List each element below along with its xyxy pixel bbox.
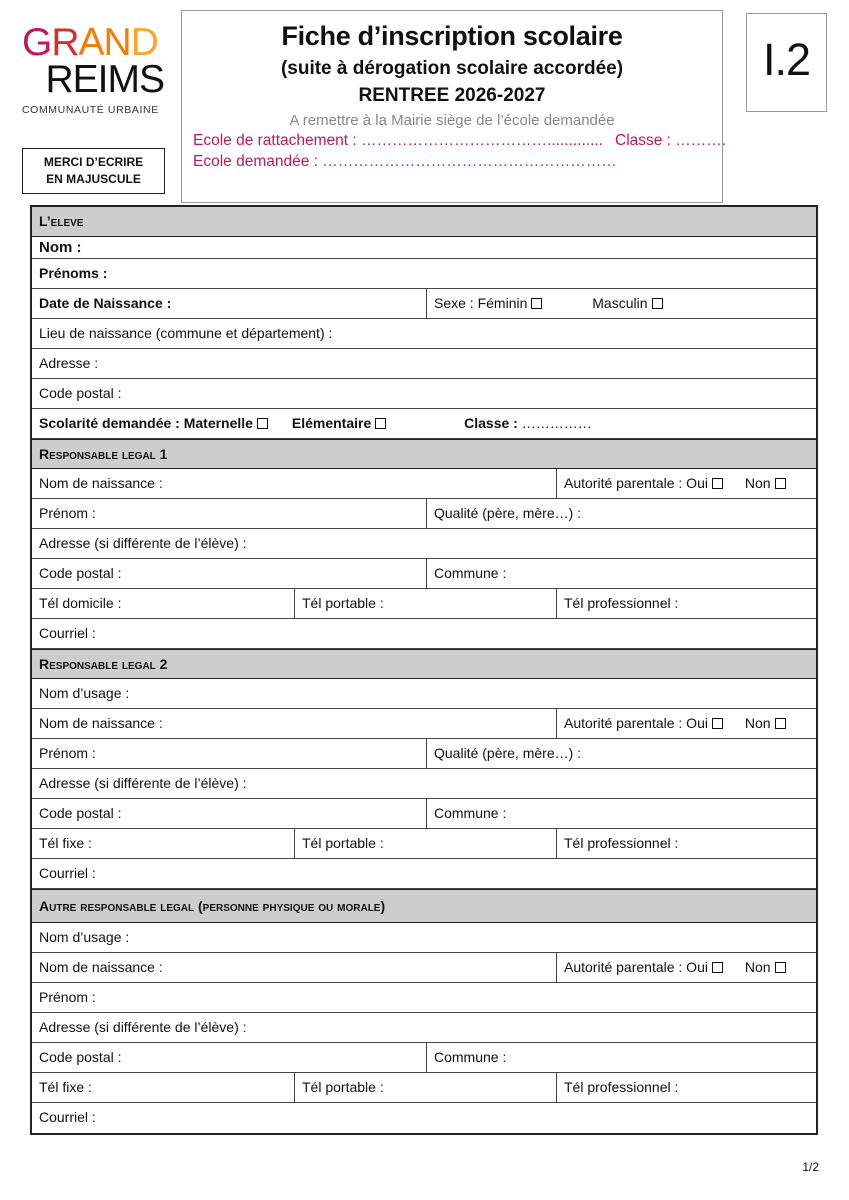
section-eleve bbox=[32, 207, 816, 237]
r1-nom-naissance-field[interactable]: Nom de naissance : bbox=[39, 475, 163, 491]
a-tel-fixe-field[interactable]: Tél fixe : bbox=[39, 1079, 92, 1095]
submission-note: A remettre à la Mairie siège de l’école demandée bbox=[289, 112, 615, 129]
masculin-checkbox[interactable] bbox=[652, 298, 663, 309]
r2-code-postal-field[interactable]: Code postal : bbox=[39, 805, 122, 821]
r2-commune-field[interactable]: Commune : bbox=[426, 799, 816, 828]
ecole-rattachement-line bbox=[193, 132, 727, 150]
r1-commune-field[interactable]: Commune : bbox=[426, 559, 816, 588]
r2-adresse-field[interactable]: Adresse (si différente de l’élève) : bbox=[39, 775, 247, 791]
r2-courriel-field[interactable]: Courriel : bbox=[39, 865, 96, 881]
a-nom-usage-field[interactable]: Nom d’usage : bbox=[39, 929, 130, 945]
r1-oui-checkbox[interactable] bbox=[712, 478, 723, 489]
date-naissance-field[interactable]: Date de Naissance : bbox=[39, 295, 172, 311]
row-nom bbox=[32, 237, 816, 259]
r2-tel-portable-field[interactable]: Tél portable : bbox=[294, 829, 556, 858]
school-year: RENTREE 2026-2027 bbox=[358, 85, 546, 106]
ecole-demandee-field[interactable]: Ecole demandée : ………………………………………………… bbox=[193, 153, 617, 170]
a-tel-portable-field[interactable]: Tél portable : bbox=[294, 1073, 556, 1102]
form-subtitle: (suite à dérogation scolaire accordée) bbox=[280, 58, 624, 79]
row-scolarite bbox=[32, 409, 816, 439]
row-lieu bbox=[32, 319, 816, 349]
a-autorite-cell bbox=[556, 953, 816, 982]
adresse-field[interactable]: Adresse : bbox=[39, 355, 99, 371]
r2-row-adresse bbox=[32, 769, 816, 799]
r2-nom-usage-field[interactable]: Nom d’usage : bbox=[39, 685, 130, 701]
registration-form bbox=[30, 205, 818, 1135]
a-row-cp bbox=[32, 1043, 816, 1073]
grand-reims-logo bbox=[22, 21, 168, 116]
r1-row-courriel bbox=[32, 619, 816, 649]
r2-nom-naissance-field[interactable]: Nom de naissance : bbox=[39, 715, 163, 731]
section-eleve-title: L’eleve bbox=[39, 213, 84, 229]
row-date-sexe bbox=[32, 289, 816, 319]
lieu-naissance-field[interactable]: Lieu de naissance (commune et département) : bbox=[39, 325, 333, 341]
section-responsable-2 bbox=[32, 649, 816, 679]
a-prenom-field[interactable]: Prénom : bbox=[39, 989, 96, 1005]
r2-non-checkbox[interactable] bbox=[775, 718, 786, 729]
sexe-cell bbox=[426, 289, 816, 318]
logo-grand: GRAND bbox=[22, 21, 158, 64]
r2-tel-fixe-field[interactable]: Tél fixe : bbox=[39, 835, 92, 851]
r2-row-tel bbox=[32, 829, 816, 859]
classe-field[interactable]: Classe : ………. bbox=[615, 132, 727, 149]
a-row-prenom bbox=[32, 983, 816, 1013]
maternelle-checkbox[interactable] bbox=[257, 418, 268, 429]
section-autre-responsable-title: Autre responsable legal (personne physique ou morale) bbox=[39, 898, 386, 914]
sexe-masculin-label: Masculin bbox=[592, 295, 648, 311]
r1-row-cp bbox=[32, 559, 816, 589]
majuscule-notice-line1: MERCI D’ECRIRE bbox=[43, 155, 144, 169]
r2-row-nom bbox=[32, 709, 816, 739]
r1-tel-pro-field[interactable]: Tél professionnel : bbox=[556, 589, 816, 618]
r1-adresse-field[interactable]: Adresse (si différente de l’élève) : bbox=[39, 535, 247, 551]
page-number: 1/2 bbox=[802, 1160, 819, 1174]
a-nom-naissance-field[interactable]: Nom de naissance : bbox=[39, 959, 163, 975]
r2-oui-checkbox[interactable] bbox=[712, 718, 723, 729]
ecole-rattachement-field[interactable]: Ecole de rattachement : ………………………………............. bbox=[193, 132, 603, 149]
majuscule-notice bbox=[22, 148, 165, 194]
r1-non-label: Non bbox=[744, 475, 771, 491]
elementaire-checkbox[interactable] bbox=[375, 418, 386, 429]
section-responsable-1-title: Responsable legal 1 bbox=[39, 446, 168, 462]
row-code-postal bbox=[32, 379, 816, 409]
a-row-nom bbox=[32, 953, 816, 983]
r1-autorite-oui-label: Autorité parentale : Oui bbox=[564, 475, 708, 491]
r2-row-prenom bbox=[32, 739, 816, 769]
r1-code-postal-field[interactable]: Code postal : bbox=[39, 565, 122, 581]
r1-tel-portable-field[interactable]: Tél portable : bbox=[294, 589, 556, 618]
r1-row-prenom bbox=[32, 499, 816, 529]
logo-reims: REIMS bbox=[45, 58, 164, 101]
form-header bbox=[181, 10, 727, 203]
a-tel-pro-field[interactable]: Tél professionnel : bbox=[556, 1073, 816, 1102]
r1-row-adresse bbox=[32, 529, 816, 559]
section-responsable-1 bbox=[32, 439, 816, 469]
row-adresse bbox=[32, 349, 816, 379]
prenoms-field[interactable]: Prénoms : bbox=[39, 265, 108, 281]
r2-autorite-cell bbox=[556, 709, 816, 738]
r1-prenom-field[interactable]: Prénom : bbox=[39, 505, 96, 521]
a-oui-checkbox[interactable] bbox=[712, 962, 723, 973]
a-row-courriel bbox=[32, 1103, 816, 1133]
a-non-checkbox[interactable] bbox=[775, 962, 786, 973]
r2-row-cp bbox=[32, 799, 816, 829]
elementaire-label: Elémentaire bbox=[291, 415, 372, 431]
r1-autorite-cell bbox=[556, 469, 816, 498]
a-autorite-oui-label: Autorité parentale : Oui bbox=[564, 959, 708, 975]
a-code-postal-field[interactable]: Code postal : bbox=[39, 1049, 122, 1065]
r2-tel-pro-field[interactable]: Tél professionnel : bbox=[556, 829, 816, 858]
a-non-label: Non bbox=[744, 959, 771, 975]
section-responsable-2-title: Responsable legal 2 bbox=[39, 656, 168, 672]
sexe-feminin-label: Sexe : Féminin bbox=[434, 295, 528, 311]
r2-qualite-field[interactable]: Qualité (père, mère…) : bbox=[426, 739, 816, 768]
r1-courriel-field[interactable]: Courriel : bbox=[39, 625, 96, 641]
a-commune-field[interactable]: Commune : bbox=[426, 1043, 816, 1072]
scolarite-cell bbox=[32, 409, 816, 438]
a-courriel-field[interactable]: Courriel : bbox=[39, 1109, 96, 1125]
majuscule-notice-line2: EN MAJUSCULE bbox=[46, 172, 141, 186]
form-title: Fiche d’inscription scolaire bbox=[281, 21, 623, 51]
r1-row-tel bbox=[32, 589, 816, 619]
a-adresse-field[interactable]: Adresse (si différente de l’élève) : bbox=[39, 1019, 247, 1035]
feminin-checkbox[interactable] bbox=[531, 298, 542, 309]
logo-subtitle: COMMUNAUTÉ URBAINE bbox=[22, 104, 159, 116]
r2-autorite-oui-label: Autorité parentale : Oui bbox=[564, 715, 708, 731]
scolarite-maternelle-label: Scolarité demandée : Maternelle bbox=[39, 415, 253, 431]
row-prenoms bbox=[32, 259, 816, 289]
a-row-adresse bbox=[32, 1013, 816, 1043]
r1-row-nom bbox=[32, 469, 816, 499]
section-autre-responsable bbox=[32, 889, 816, 923]
a-row-nom-usage bbox=[32, 923, 816, 953]
r2-non-label: Non bbox=[744, 715, 771, 731]
form-code: I.2 bbox=[746, 13, 827, 112]
r1-tel-domicile-field[interactable]: Tél domicile : bbox=[39, 595, 122, 611]
r1-non-checkbox[interactable] bbox=[775, 478, 786, 489]
code-postal-field[interactable]: Code postal : bbox=[39, 385, 122, 401]
r2-prenom-field[interactable]: Prénom : bbox=[39, 745, 96, 761]
r1-qualite-field[interactable]: Qualité (père, mère…) : bbox=[426, 499, 816, 528]
a-row-tel bbox=[32, 1073, 816, 1103]
r2-row-courriel bbox=[32, 859, 816, 889]
classe-label: Classe : bbox=[464, 415, 518, 431]
r2-row-nom-usage bbox=[32, 679, 816, 709]
nom-field[interactable]: Nom : bbox=[39, 239, 82, 256]
classe-dots-field[interactable]: …………… bbox=[521, 415, 592, 431]
